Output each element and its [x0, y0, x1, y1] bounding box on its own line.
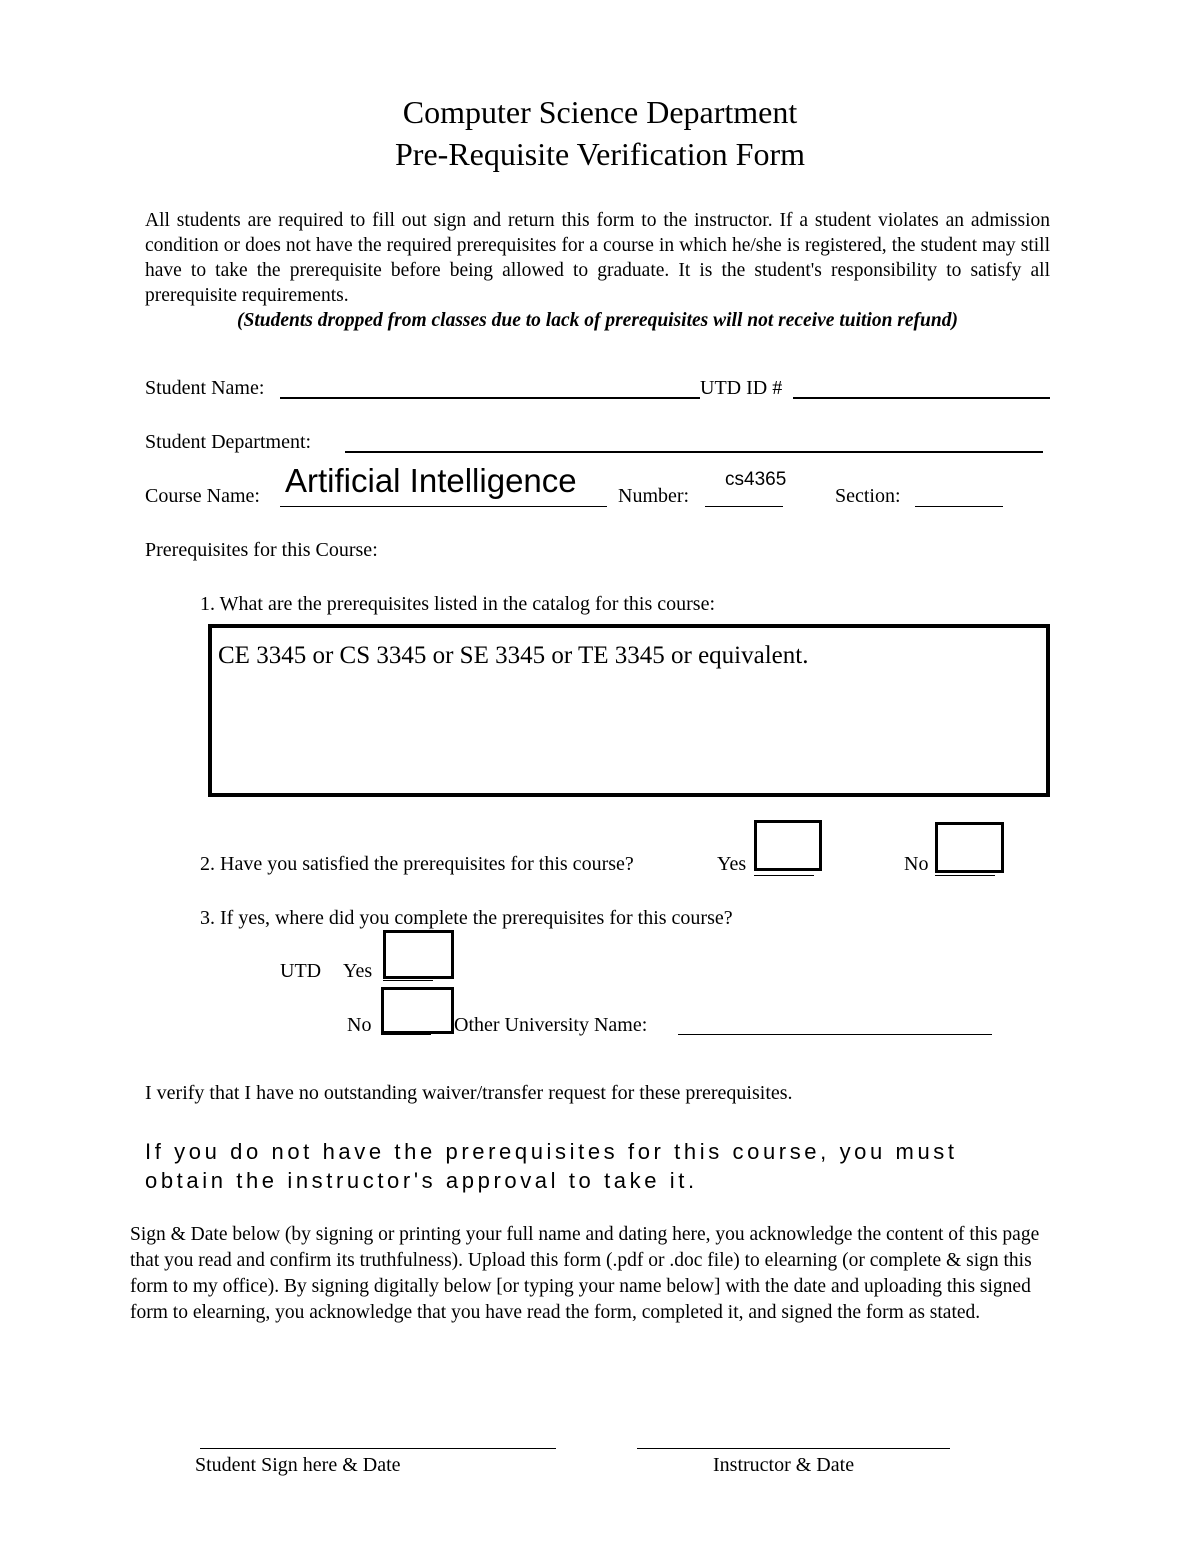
prereq-heading: Prerequisites for this Course:: [145, 539, 378, 561]
q3-yes-label: Yes: [343, 960, 373, 982]
course-name-field[interactable]: [280, 506, 607, 507]
intro-section: [145, 208, 1050, 333]
prereq-answer-box[interactable]: [208, 624, 1050, 797]
utd-id-field[interactable]: [793, 397, 1050, 399]
student-signature-label: Student Sign here & Date: [195, 1454, 401, 1476]
q3-utd-no-checkbox[interactable]: [381, 987, 454, 1034]
department-title: Computer Science Department: [402, 94, 798, 130]
q2-yes-checkbox[interactable]: [754, 820, 822, 871]
q2-yes-label: Yes: [717, 853, 747, 875]
q3-utd-label: UTD: [280, 960, 322, 982]
student-department-label: Student Department:: [145, 431, 312, 453]
student-signature-line[interactable]: [200, 1448, 556, 1449]
course-number-value: cs4365: [725, 469, 787, 490]
other-university-field[interactable]: [678, 1034, 992, 1035]
other-university-label: Other University Name:: [454, 1014, 648, 1036]
q2-no-label: No: [904, 853, 929, 875]
q3-no-label: No: [347, 1014, 372, 1036]
q3-utd-yes-checkbox[interactable]: [383, 930, 454, 979]
instructor-signature-label: Instructor & Date: [713, 1454, 855, 1476]
approval-line-1: If you do not have the prerequisites for this course, you must: [145, 1139, 958, 1164]
refund-notice: (Students dropped from classes due to lack of prerequisites will not receive tuition refund): [237, 310, 958, 331]
student-name-label: Student Name:: [145, 377, 265, 399]
question-2: 2. Have you satisfied the prerequisites for this course?: [200, 853, 634, 875]
intro-paragraph: All students are required to fill out sign and return this form to the instructor. If a student violates an admission condition or does not have the required prerequisites for a course in which he/she is registered, the student may still have to take the prerequisite before being allowed to graduate. It is the student's responsibility to satisfy all prerequisite requirements.: [145, 210, 1050, 306]
verify-statement: I verify that I have no outstanding waiver/transfer request for these prerequisites.: [145, 1082, 793, 1104]
section-label: Section:: [835, 485, 901, 507]
student-department-field[interactable]: [345, 451, 1043, 453]
instructor-signature-line[interactable]: [637, 1448, 950, 1449]
prereq-answer: CE 3345 or CS 3345 or SE 3345 or TE 3345 or equivalent.: [218, 642, 809, 669]
section-field[interactable]: [915, 506, 1003, 507]
number-label: Number:: [618, 485, 690, 507]
q3-yes-underline: [383, 980, 433, 981]
course-number-field[interactable]: [705, 506, 783, 507]
q2-yes-underline: [754, 875, 814, 876]
student-name-field[interactable]: [280, 397, 700, 399]
question-1: 1. What are the prerequisites listed in the catalog for this course:: [200, 593, 716, 615]
approval-line-2: obtain the instructor's approval to take it.: [145, 1168, 698, 1193]
course-name-label: Course Name:: [145, 485, 260, 507]
q2-no-underline: [935, 875, 995, 876]
utd-id-label: UTD ID #: [700, 377, 783, 399]
form-title: Pre-Requisite Verification Form: [395, 136, 805, 172]
q3-no-underline: [381, 1034, 431, 1035]
q2-no-checkbox[interactable]: [935, 822, 1004, 873]
course-name-value: Artificial Intelligence: [285, 462, 577, 499]
sign-instructions: Sign & Date below (by signing or printing your full name and dating here, you acknowledge the content of this page that you read and confirm its truthfulness). Upload this form (.pdf or .doc file) to elearning (or complete & sign this form to my office). By signing digitally below [or typing your name below] with the date and uploading this signed form to elearning, you acknowledge that you have read the form, completed it, and signed the form as stated.: [130, 1224, 1040, 1323]
question-3: 3. If yes, where did you complete the prerequisites for this course?: [200, 907, 733, 929]
